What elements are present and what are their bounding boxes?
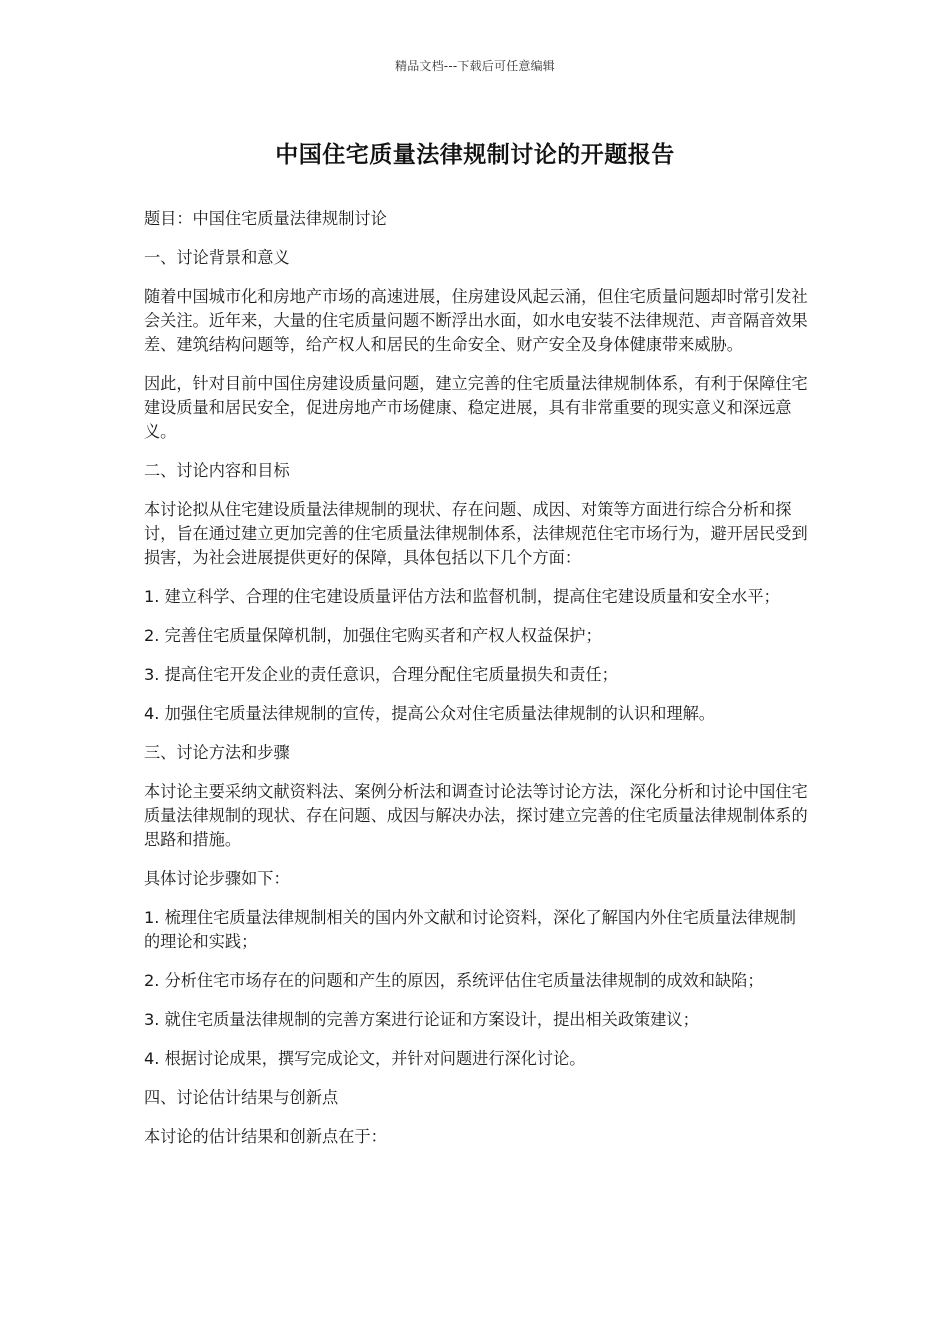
topic-line: 题目：中国住宅质量法律规制讨论 (144, 209, 387, 228)
document-body (144, 207, 810, 1164)
list-item: 1. 梳理住宅质量法律规制相关的国内外文献和讨论资料，深化了解国内外住宅质量法律规制的理论和实践； (144, 908, 796, 951)
paragraph-methods: 本讨论主要采纳文献资料法、案例分析法和调查讨论法等讨论方法，深化分析和讨论中国住宅质量法律规制的现状、存在问题、成因与解决办法，探讨建立完善的住宅质量法律规制体系的思路和措施。 (144, 782, 808, 849)
document-title: 中国住宅质量法律规制讨论的开题报告 (275, 142, 675, 168)
list-item: 4. 加强住宅质量法律规制的宣传，提高公众对住宅质量法律规制的认识和理解。 (144, 704, 715, 723)
paragraph-significance: 因此，针对目前中国住房建设质量问题，建立完善的住宅质量法律规制体系，有利于保障住宅建设质量和居民安全，促进房地产市场健康、稳定进展，具有非常重要的现实意义和深远意义。 (144, 374, 808, 441)
page-header-watermark: 精品文档---下载后可任意编辑 (395, 59, 555, 73)
paragraph-background: 随着中国城市化和房地产市场的高速进展，住房建设风起云涌，但住宅质量问题却时常引发社会关注。近年来，大量的住宅质量问题不断浮出水面，如水电安装不法律规范、声音隔音效果差、建筑结构问题等，给产权人和居民的生命安全、财产安全及身体健康带来威胁。 (144, 287, 808, 354)
section-heading-methods: 三、讨论方法和步骤 (144, 743, 290, 762)
paragraph-content-goals: 本讨论拟从住宅建设质量法律规制的现状、存在问题、成因、对策等方面进行综合分析和探讨，旨在通过建立更加完善的住宅质量法律规制体系，法律规范住宅市场行为，避开居民受到损害，为社会进展提供更好的保障，具体包括以下几个方面： (144, 500, 808, 567)
paragraph-results-intro: 本讨论的估计结果和创新点在于： (144, 1127, 387, 1146)
section-heading-content-goals: 二、讨论内容和目标 (144, 461, 290, 480)
list-item: 2. 分析住宅市场存在的问题和产生的原因，系统评估住宅质量法律规制的成效和缺陷； (144, 971, 764, 990)
list-item: 2. 完善住宅质量保障机制，加强住宅购买者和产权人权益保护； (144, 626, 602, 645)
list-item: 3. 就住宅质量法律规制的完善方案进行论证和方案设计，提出相关政策建议； (144, 1010, 699, 1029)
section-heading-background: 一、讨论背景和意义 (144, 248, 290, 267)
list-item: 3. 提高住宅开发企业的责任意识，合理分配住宅质量损失和责任； (144, 665, 618, 684)
list-item: 4. 根据讨论成果，撰写完成论文，并针对问题进行深化讨论。 (144, 1049, 586, 1068)
list-item: 1. 建立科学、合理的住宅建设质量评估方法和监督机制，提高住宅建设质量和安全水平； (144, 587, 780, 606)
paragraph-steps-intro: 具体讨论步骤如下： (144, 869, 290, 888)
section-heading-results: 四、讨论估计结果与创新点 (144, 1088, 339, 1107)
